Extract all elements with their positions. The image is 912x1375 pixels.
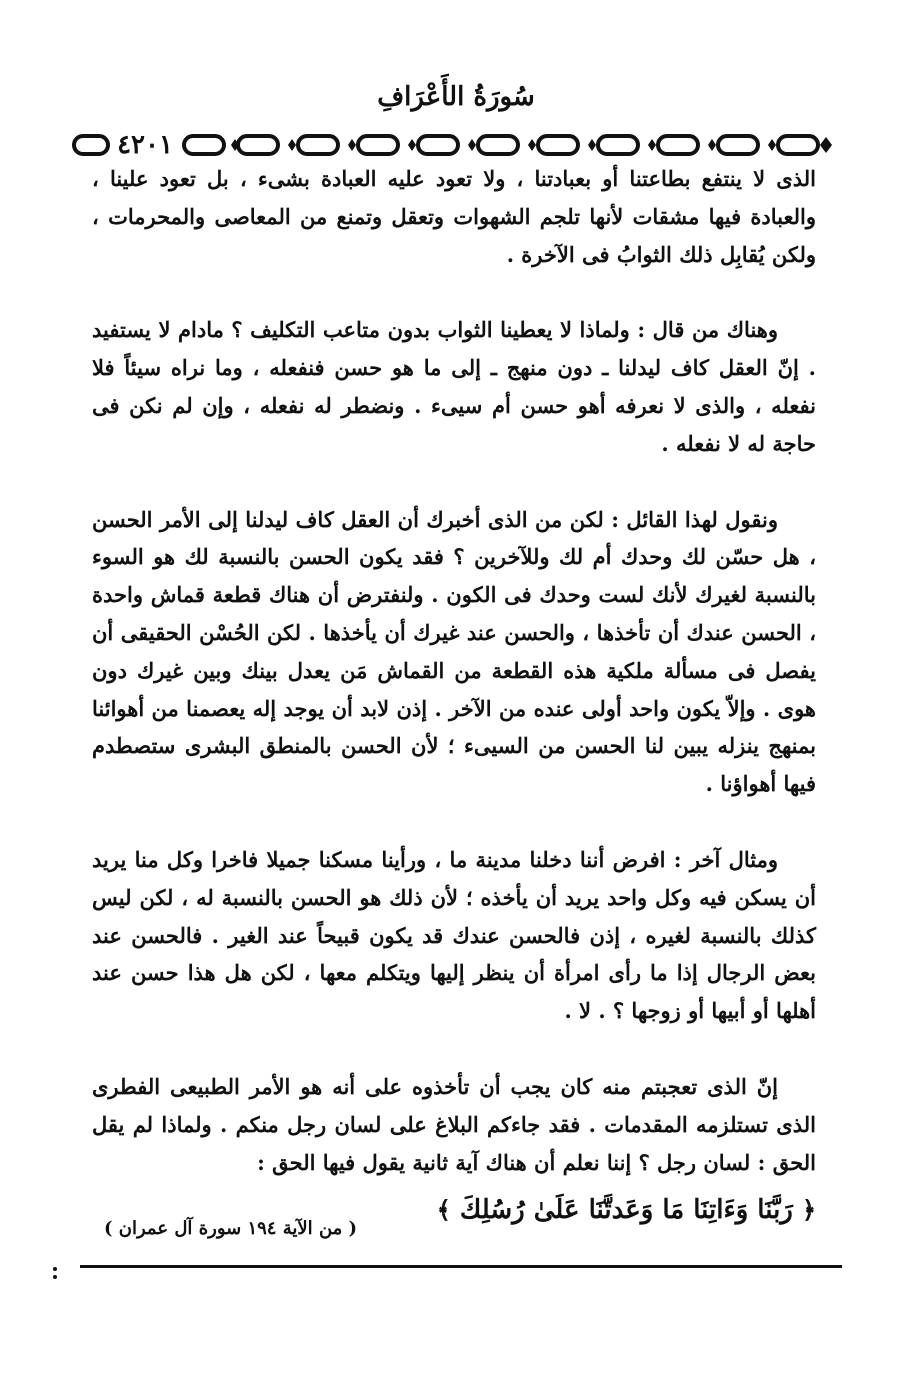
paragraph: الذى لا ينتفع بطاعتنا أو بعبادتنا ، ولا تعود عليه العبادة بشىء ، بل تعود علينا ، والعبادة فيها مشقات لأنها تلجم الشهوات وتعقل وتمنع من المعاصى والمحرمات ، ولكن يُقابِل ذلك الثوابُ فى الآخرة . [92,166,816,267]
verse-open-bracket: ﴿ [801,1195,816,1225]
paragraph: ومثال آخر : افرض أننا دخلنا مدينة ما ، ورأينا مسكنا جميلا فاخرا وكل منا يريد أن يسكن فيه وكل واحد يريد أن يأخذه ؛ لأن ذلك هو الحسن بالنسبة له ، لكن ليس كذلك بالنسبة لغيره ، إذن فالحسن عندك قد يكون قبيحاً عند الغير . فالحسن عند بعض الرجال إذا ما رأى امرأة أن ينظر إليها ويتكلم معها ، لكن هل هذا حسن عند أهلها أو أبيها أو زوجها ؟ . لا . [92,846,816,1024]
surah-title: سُورَةُ الأَعْرَافِ [377,82,535,112]
footer-mark [52,1266,58,1280]
paragraph: إنّ الذى تعجبتم منه كان يجب أن تأخذوه على أنه هو الأمر الطبيعى الفطرى الذى تستلزمه المقدمات . فقد جاءكم البلاغ على لسان رجل منكم . ولماذا لم يقل الحق : لسان رجل ؟ إننا نعلم أن هناك آية ثانية يقول فيها الحق : [92,1073,816,1175]
verse-source-reference: ( من الآية ١٩٤ سورة آل عمران ) [104,1218,358,1239]
paragraph: ونقول لهذا القائل : لكن من الذى أخبرك أن العقل كاف ليدلنا إلى الأمر الحسن ، هل حسّن لك وحدك أم لك وللآخرين ؟ فقد يكون الحسن بالنسبة لك هو السوء بالنسبة لغيرك لأنك لست وحدك فى الكون . ولنفترض أن هناك قطعة قماش واحدة ، الحسن عندك أن تأخذها ، والحسن عند غيرك أن يأخذها . لكن الحُسْن الحقيقى أن يفصل فى مسألة ملكية هذه القطعة من القماش مَن يعدل بينك وبين غيرك دون هوى . وإلاّ يكون واحد أولى عنده من الآخر . إذن لابد أن يوجد إله يعصمنا من أهوائنا بمنهج ينزله يبين لنا الحسن من السيىء ؛ لأن الحسن بالمنطق البشرى ستصطدم فيها أهواؤنا . [92,506,816,797]
verse-text: رَبَّنَا وَءَاتِنَا مَا وَعَدتَّنَا عَلَىٰ رُسُلِكَ [459,1195,793,1226]
ornamental-border [72,128,836,162]
verse-close-bracket: ﴾ [436,1195,451,1225]
page-number: ٤٢٠١ [114,129,176,161]
body-text [92,160,816,1235]
paragraph: وهناك من قال : ولماذا لا يعطينا الثواب بدون متاعب التكليف ؟ مادام لا يستفيد . إنّ العقل كاف ليدلنا ـ دون منهج ـ إلى ما هو حسن فنفعله ، وما نراه سيئاً فلا نفعله ، والذى لا نعرفه أهو حسن أم سيىء . ونضطر له نفعله ، وإن لم نكن فى حاجة له لا نفعله . [92,317,816,456]
footer-divider [80,1265,842,1268]
